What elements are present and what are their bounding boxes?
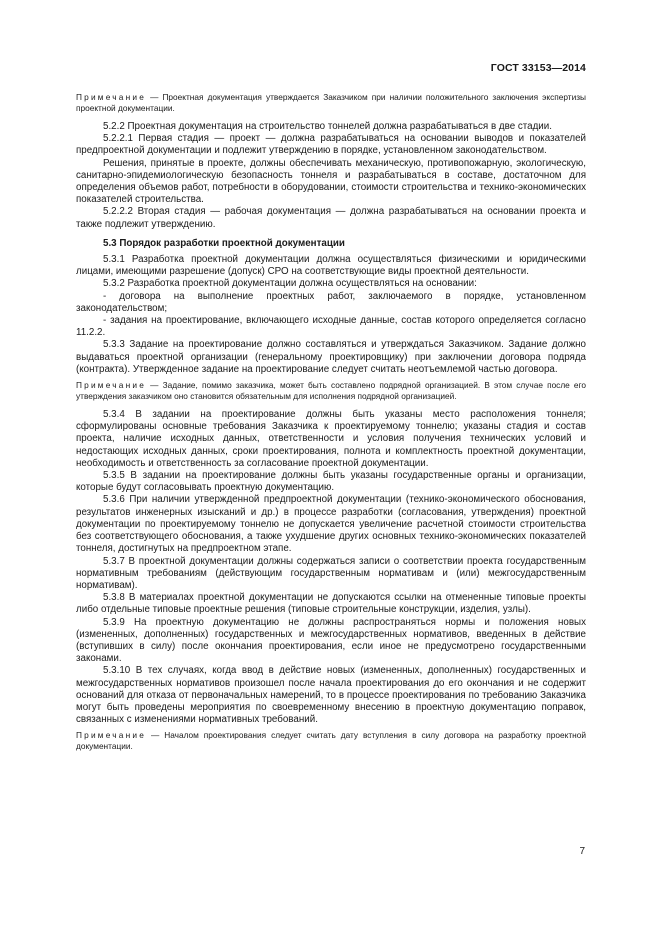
- note-2: [76, 380, 586, 402]
- note-text: — Проектная документация утверждается Заказчиком при наличии положительного заключения экспертизы проектной документации.: [76, 92, 586, 113]
- paragraph-decisions: Решения, принятые в проекте, должны обеспечивать механическую, противопожарную, экологическую, санитарно-эпидемиологическую безопасность тоннеля и разрабатываться в составе, достаточном для определения объемов работ, потребности в оборудовании, стоимости строительства и технико-экономических показателей строительства.: [76, 157, 586, 206]
- paragraph-5-3-9: 5.3.9 На проектную документацию не должны распространяться нормы и положения новых (измененных, дополненных) государственных и межгосударственных нормативов, введенных в действие (вступивших в силу) после окончания проектирования, если иное не предусмотрено государственными законами.: [76, 616, 586, 665]
- paragraph-5-3-1: 5.3.1 Разработка проектной документации должна осуществляться физическими и юридическими лицами, имеющими разрешение (допуск) СРО на соответствующие виды проектной деятельности.: [76, 254, 586, 278]
- paragraph-5-3-10: 5.3.10 В тех случаях, когда ввод в действие новых (измененных, дополненных) государственных и межгосударственных нормативов произошел после начала проектирования до его окончания и не содержит оснований для отказа от первоначальных намерений, то в процессе проектирования по требованию Заказчика могут быть проведены мероприятия по своевременному внесению в проектную документацию поправок, связанных с изменениями нормативных требований.: [76, 665, 586, 726]
- note-text: — Началом проектирования следует считать дату вступления в силу договора на разработку проектной документации.: [76, 730, 586, 752]
- note-label: Примечание: [76, 380, 147, 391]
- paragraph-5-3-5: 5.3.5 В задании на проектирование должны быть указаны государственные органы и организации, которые будут согласовывать проектную документацию.: [76, 470, 586, 494]
- note-label: Примечание: [76, 92, 147, 102]
- paragraph-5-3-2: 5.3.2 Разработка проектной документации должна осуществляться на основании:: [103, 278, 477, 290]
- paragraph-5-3-7: 5.3.7 В проектной документации должны содержаться записи о соответствии проекта государственным нормативным требованиям (действующим государственным нормативам и (или) межгосударственным нормативам).: [76, 555, 586, 591]
- section-heading-5-3: 5.3 Порядок разработки проектной документации: [103, 237, 345, 249]
- note-1: [76, 92, 586, 114]
- paragraph-5-3-3: 5.3.3 Задание на проектирование должно составляться и утверждаться Заказчиком. Задание должно выдаваться проектной организации (генеральному проектировщику) при заключении договора подряда (контракта). Утвержденное задание на проектирование следует считать неотъемлемой частью договора.: [76, 339, 586, 375]
- paragraph-5-2-2: 5.2.2 Проектная документация на строительство тоннелей должна разрабатываться в две стадии.: [103, 121, 552, 132]
- paragraph-5-2-2-1: 5.2.2.1 Первая стадия — проект — должна разрабатываться на основании выводов и показателей предпроектной документации и подлежит утверждению в порядке, установленном законодательством.: [76, 133, 586, 157]
- paragraph-5-2-2-2: 5.2.2.2 Вторая стадия — рабочая документация — должна разрабатываться на основании проекта и также подлежит утверждению.: [76, 206, 586, 230]
- note-3: [76, 730, 586, 752]
- paragraph-5-3-6: 5.3.6 При наличии утвержденной предпроектной документации (технико-экономического обоснования, результатов инженерных изысканий и др.) в процессе разработки (согласования, утверждения) проектной документации по проектируемому тоннелю не допускается увеличение расчетной стоимости строительства без соответствующего обоснования, а также ухудшение других основных технико-экономических показателей тоннеля, достигнутых на предпроектном этапе.: [76, 494, 586, 555]
- paragraph-5-3-4: 5.3.4 В задании на проектирование должны быть указаны место расположения тоннеля; сформулированы основные требования Заказчика к проектируемому тоннелю; указаны стадия и состав проекта, наличие исходных данных, ответственности и условия получения технических условий и недостающих исходных данных, сроки проектирования, полнота и комплектность проектной документации, необходимость и ответственность за согласование проектной документации.: [76, 409, 586, 469]
- page-number: 7: [579, 846, 585, 857]
- note-text: — Задание, помимо заказчика, может быть составлено подрядной организацией. В этом случае после его утверждения заказчиком оно становится обязательным для исполнения подрядной организацией.: [76, 380, 586, 402]
- page-content: [76, 92, 586, 759]
- note-label: Примечание: [76, 730, 147, 741]
- list-item-contract: - договора на выполнение проектных работ, заключаемого в порядке, установленном законодательством;: [76, 290, 586, 314]
- paragraph-5-3-8: 5.3.8 В материалах проектной документации не допускаются ссылки на отмененные типовые проекты либо отдельные типовые проектные решения (типовые строительные конструкции, изделия, узлы).: [76, 592, 586, 616]
- list-item-assignment: - задания на проектирование, включающего исходные данные, состав которого определяется согласно 11.2.2.: [76, 315, 586, 339]
- document-header: ГОСТ 33153—2014: [490, 62, 586, 74]
